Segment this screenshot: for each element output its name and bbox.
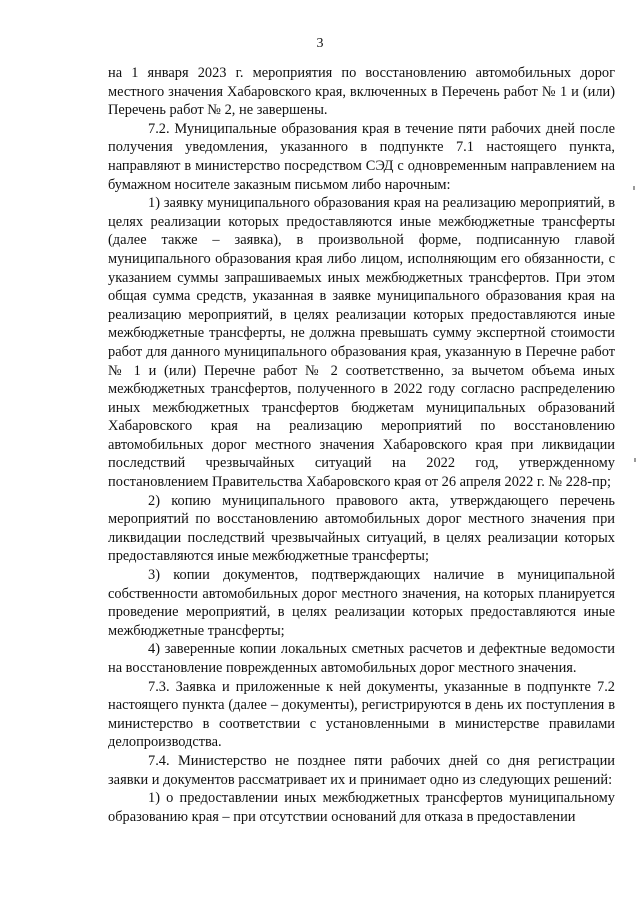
paragraph-7-4: 7.4. Министерство не позднее пяти рабочих дней со дня регистрации заявки и документов рассматривает их и принимает одно из следующих решений: [108, 752, 615, 788]
paragraph-7-2-item-3: 3) копии документов, подтверждающих наличие в муниципальной собственности автомобильных дорог местного значения, на которых планируется проведение мероприятий, в целях реализации которых предоставляются иные межбюджетные трансферты; [108, 567, 615, 639]
paragraph-7-2-item-2: 2) копию муниципального правового акта, утверждающего перечень мероприятий по восстановлению автомобильных дорог местного значения при ликвидации последствий чрезвычайных ситуаций, в целях реализации которых предоставляются иные межбюджетные трансферты; [108, 492, 615, 565]
paragraph-7-3: 7.3. Заявка и приложенные к ней документы, указанные в подпункте 7.2 настоящего пункта (далее – документы), регистрируются в день их поступления в министерство в соответствии с установленными в министерстве правилами делопроизводства. [108, 678, 615, 751]
page-number: 3 [316, 36, 324, 51]
document-body [108, 64, 615, 826]
paragraph-7-4-item-1: 1) о предоставлении иных межбюджетных трансфертов муниципальному образованию края – при отсутствии оснований для отказа в предоставлении [108, 790, 615, 825]
paragraph-continuation: на 1 января 2023 г. мероприятия по восстановлению автомобильных дорог местного значения Хабаровского края, включенных в Перечень работ № 1 и (или) Перечень работ № 2, не завершены. [108, 65, 615, 119]
paragraph-7-2-item-1: 1) заявку муниципального образования края на реализацию мероприятий, в целях реализации которых предоставляются иные межбюджетные трансферты (далее также – заявка), в произвольной форме, подписанную главой муниципального образования края либо лицом, исполняющим его обязанности, с указанием суммы запрашиваемых иных межбюджетных трансфертов. При этом общая сумма средств, указанная в заявке муниципального образования края на реализацию мероприятий, в целях реализации которых предоставляются иные межбюджетные трансферты, не должна превышать сумму экспертной стоимости работ для данного муниципального образования края, указанную в Перечне работ № 1 и (или) Перечне работ № 2 соответственно, за вычетом объема иных межбюджетных трансфертов, полученного в 2022 году согласно распределению иных межбюджетных трансфертов бюджетам муниципальных образований Хабаровского края на реализацию мероприятий по восстановлению автомобильных дорог местного значения Хабаровского края при ликвидации последствий чрезвычайных ситуаций на 2022 год, утвержденному постановлением Правительства Хабаровского края от 26 апреля 2022 г. № 228-пр; [108, 195, 615, 491]
scan-artifact [633, 186, 635, 190]
scan-artifact [634, 458, 636, 462]
paragraph-7-2-item-4: 4) заверенные копии локальных сметных расчетов и дефектные ведомости на восстановление поврежденных автомобильных дорог местного значения. [108, 641, 615, 676]
paragraph-7-2: 7.2. Муниципальные образования края в течение пяти рабочих дней после получения уведомления, указанного в подпункте 7.1 настоящего пункта, направляют в министерство посредством СЭД с одновременным направлением на бумажном носителе заказным письмом либо нарочным: [108, 120, 615, 193]
